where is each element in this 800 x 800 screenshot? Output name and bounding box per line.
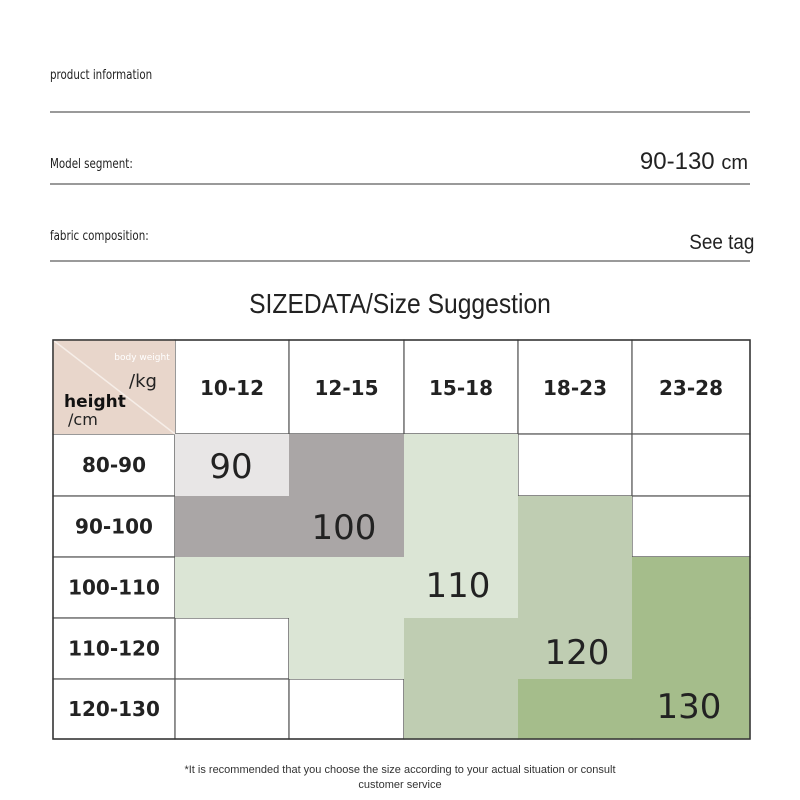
footnote: *It is recommended that you choose the size according to your actual situation or consult customer service (184, 764, 616, 791)
table-cell (289, 679, 404, 739)
table-cell (518, 434, 632, 496)
size-label-110: 110 (425, 566, 491, 606)
table-cell (175, 618, 289, 679)
size-label-90: 90 (209, 447, 253, 487)
table-cell (632, 496, 750, 557)
corner-height-unit: /cm (68, 410, 98, 429)
weight-header: 10-12 (200, 376, 264, 400)
fabric-label: fabric composition: (50, 229, 149, 244)
height-header: 100-110 (68, 575, 160, 600)
height-header: 90-100 (75, 514, 153, 539)
table-cell (175, 679, 289, 739)
corner-weight-unit: /kg (129, 371, 157, 392)
corner-height-label: height (64, 392, 126, 412)
height-header: 80-90 (82, 453, 146, 477)
table-cell (632, 434, 750, 496)
model-range: 90-130 (639, 148, 715, 175)
weight-header: 12-15 (314, 376, 379, 400)
corner-weight-label: body weight (114, 353, 170, 363)
fabric-value: See tag (688, 231, 754, 254)
size-label-130: 130 (656, 687, 722, 727)
model-segment-label: Model segment: (50, 157, 133, 172)
height-header: 120-130 (68, 697, 160, 721)
size-label-100: 100 (311, 508, 377, 548)
size-label-120: 120 (544, 633, 610, 673)
model-unit: cm (721, 152, 748, 174)
height-header: 110-120 (68, 636, 160, 661)
product-info-title: product information (50, 68, 153, 83)
table-title: SIZEDATA/Size Suggestion (249, 288, 551, 319)
weight-header: 15-18 (429, 376, 493, 400)
weight-header: 23-28 (659, 376, 723, 400)
weight-header: 18-23 (543, 376, 607, 400)
